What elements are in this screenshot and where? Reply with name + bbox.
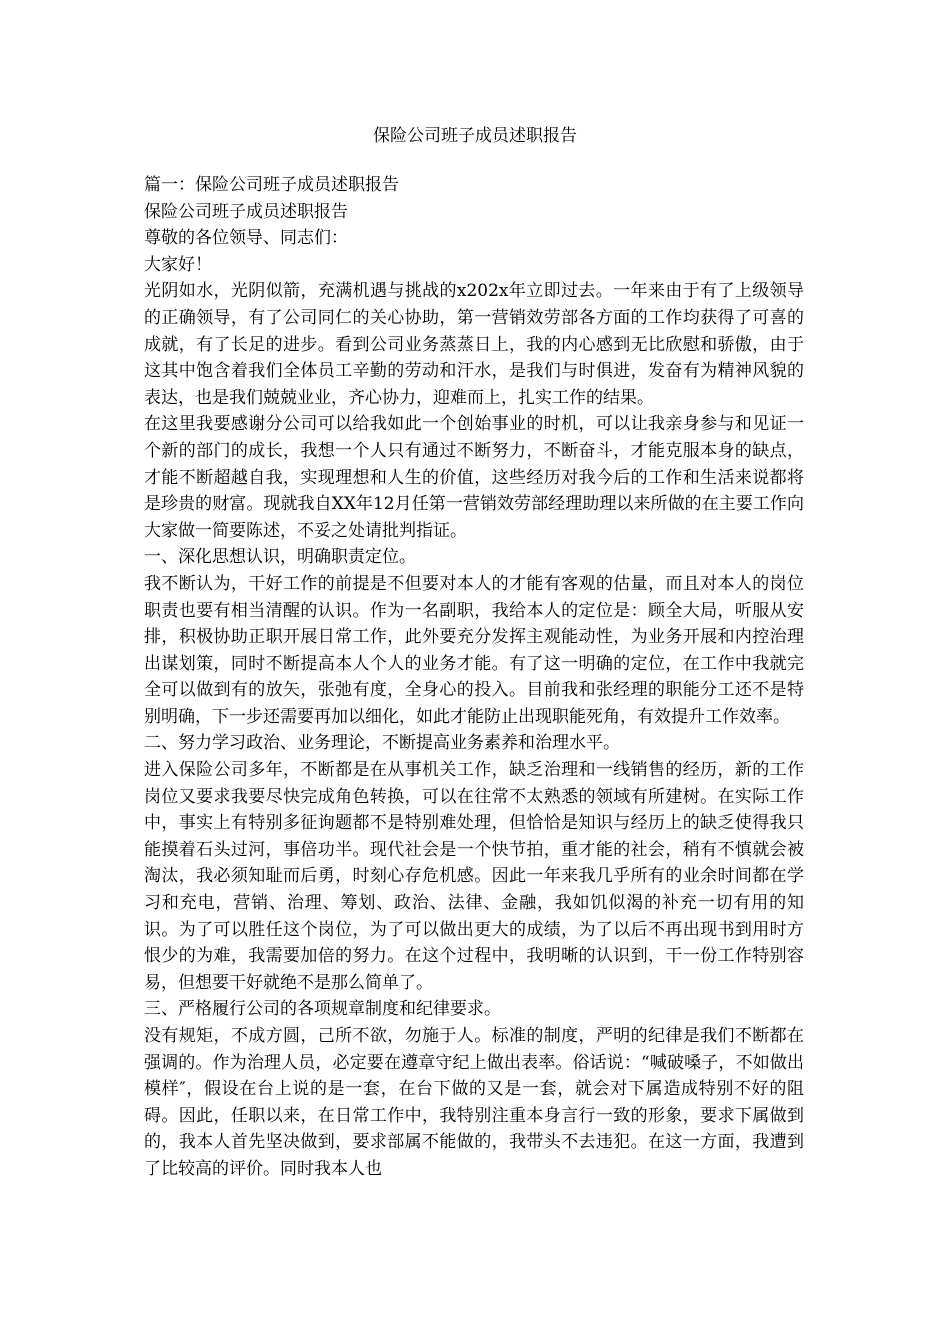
- document-body: [144, 172, 804, 1183]
- body-paragraph: 进入保险公司多年，不断都是在从事机关工作，缺乏治理和一线销售的经历，新的工作岗位又要求我要尽快完成角色转换，可以在往常不太熟悉的领域有所建树。在实际工作中，事实上有特别多征询题都不是特别难处理，但恰恰是知识与经历上的缺乏使得我只能摸着石头过河，事倍功半。现代社会是一个快节拍，重才能的社会，稍有不慎就会被淘汰，我必须知耻而后勇，时刻心存危机感。因此一年来我几乎所有的业余时间都在学习和充电，营销、治理、筹划、政治、法律、金融，我如饥似渴的补充一切有用的知识。为了可以胜任这个岗位，为了可以做出更大的成绩，为了以后不再出现书到用时方恨少的为难，我需要加倍的努力。在这个过程中，我明晰的认识到，干一份工作特别容易，但想要干好就绝不是那么简单了。: [144, 760, 804, 993]
- greeting: 大家好！: [144, 254, 212, 275]
- body-paragraph: 在这里我要感谢分公司可以给我如此一个创始事业的时机，可以让我亲身参与和见证一个新的部门的成长，我想一个人只有通过不断努力，不断奋斗，才能克服本身的缺点，才能不断超越自我，实现理想和人生的价值，这些经历对我今后的工作和生活来说都将是珍贵的财富。现就我自XX年12月任第一营销效劳部经理助理以来所做的在主要工作向大家做一简要陈述，不妥之处请批判指证。: [144, 414, 804, 541]
- section-heading: 三、严格履行公司的各项规章制度和纪律要求。: [144, 999, 501, 1020]
- body-paragraph: 我不断认为，干好工作的前提是不但要对本人的才能有客观的估量，而且对本人的岗位职责也要有相当清醒的认识。作为一名副职，我给本人的定位是：顾全大局，听服从安排，积极协助正职开展日常工作，此外要充分发挥主观能动性，为业务开展和内控治理出谋划策，同时不断提高本人个人的业务才能。有了这一明确的定位，在工作中我就完全可以做到有的放矢，张弛有度，全身心的投入。目前我和张经理的职能分工还不是特别明确，下一步还需要再加以细化，如此才能防止出现职能死角，有效提升工作效率。: [144, 573, 804, 727]
- section-heading: 二、努力学习政治、业务理论，不断提高业务素养和治理水平。: [144, 733, 620, 754]
- body-paragraph: 光阴如水，光阴似箭，充满机遇与挑战的x202x年立即过去。一年来由于有了上级领导的正确领导，有了公司同仁的关心协助，第一营销效劳部各方面的工作均获得了可喜的成就，有了长足的进步。看到公司业务蒸蒸日上，我的内心感到无比欣慰和骄傲，由于这其中饱含着我们全体员工辛勤的劳动和汗水，是我们与时俱进，发奋有为精神风貌的表达，也是我们兢兢业业，齐心协力，迎难而上，扎实工作的结果。: [144, 281, 804, 408]
- report-subtitle: 保险公司班子成员述职报告: [144, 201, 348, 222]
- section-heading: 一、深化思想认识，明确职责定位。: [144, 547, 416, 568]
- salutation: 尊敬的各位领导、同志们：: [144, 228, 348, 249]
- document-title: 保险公司班子成员述职报告: [373, 126, 577, 146]
- section-heading: 篇一：保险公司班子成员述职报告: [144, 175, 399, 195]
- body-paragraph: 没有规矩，不成方圆，己所不欲，勿施于人。标准的制度，严明的纪律是我们不断都在强调的。作为治理人员，必定要在遵章守纪上做出表率。俗话说：“喊破嗓子，不如做出模样″，假设在台上说的是一套，在台下做的又是一套，就会对下属造成特别不好的阻碍。因此，任职以来，在日常工作中，我特别注重本身言行一致的形象，要求下属做到的，我本人首先坚决做到，要求部属不能做的，我带头不去违犯。在这一方面，我遭到了比较高的评价。同时我本人也: [144, 1026, 804, 1179]
